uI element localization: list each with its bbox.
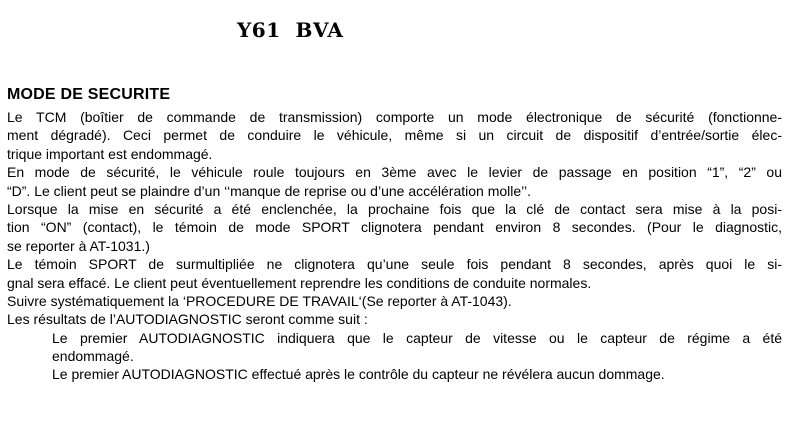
list-item-line: endommagé. xyxy=(52,348,134,365)
paragraph-line: tion “ON” (contact), le témoin de mode SPORT clignotera pendant environ 8 secondes. (Pour le diagnostic, xyxy=(7,219,782,236)
paragraph-line: En mode de sécurité, le véhicule roule toujours en 3ème avec le levier de passage en position “1”, “2” ou xyxy=(7,164,782,181)
list-item-line: Le premier AUTODIAGNOSTIC indiquera que le capteur de vitesse ou le capteur de régime a été xyxy=(52,329,782,346)
body-text xyxy=(7,108,782,384)
paragraph-line: trique important est endommagé. xyxy=(7,145,213,162)
paragraph-line: Le témoin SPORT de surmultipliée ne clignotera qu’une seule fois pendant 8 secondes, après quoi le si- xyxy=(7,256,782,273)
list-item-line: Le premier AUTODIAGNOSTIC effectué après le contrôle du capteur ne révélera aucun dommage. xyxy=(52,366,665,383)
paragraph-line: Lorsque la mise en sécurité a été enclenchée, la prochaine fois que la clé de contact sera mise à la posi- xyxy=(7,200,782,217)
paragraph-line: “D”. Le client peut se plaindre d’un ‘‘manque de reprise ou d’une accélération molle’’. xyxy=(7,182,532,199)
paragraph-line: gnal sera effacé. Le client peut éventuellement reprendre les conditions de conduite normales. xyxy=(7,274,592,291)
paragraph-line: Les résultats de l’AUTODIAGNOSTIC seront comme suit : xyxy=(7,311,368,328)
section-title: MODE DE SECURITE xyxy=(7,86,171,103)
paragraph-line: Suivre systématiquement la ‘PROCEDURE DE TRAVAIL‘(Se reporter à AT-1043). xyxy=(7,292,512,309)
paragraph-line: se reporter à AT-1031.) xyxy=(7,237,150,254)
paragraph-line: Le TCM (boîtier de commande de transmission) comporte un mode électronique de sécurité (fonctionne- xyxy=(7,109,782,125)
paragraph-line: ment dégradé). Ceci permet de conduire le véhicule, même si un circuit de dispositif d’entrée/sortie élec- xyxy=(7,127,782,144)
document-header: Y61 BVA xyxy=(237,18,344,42)
